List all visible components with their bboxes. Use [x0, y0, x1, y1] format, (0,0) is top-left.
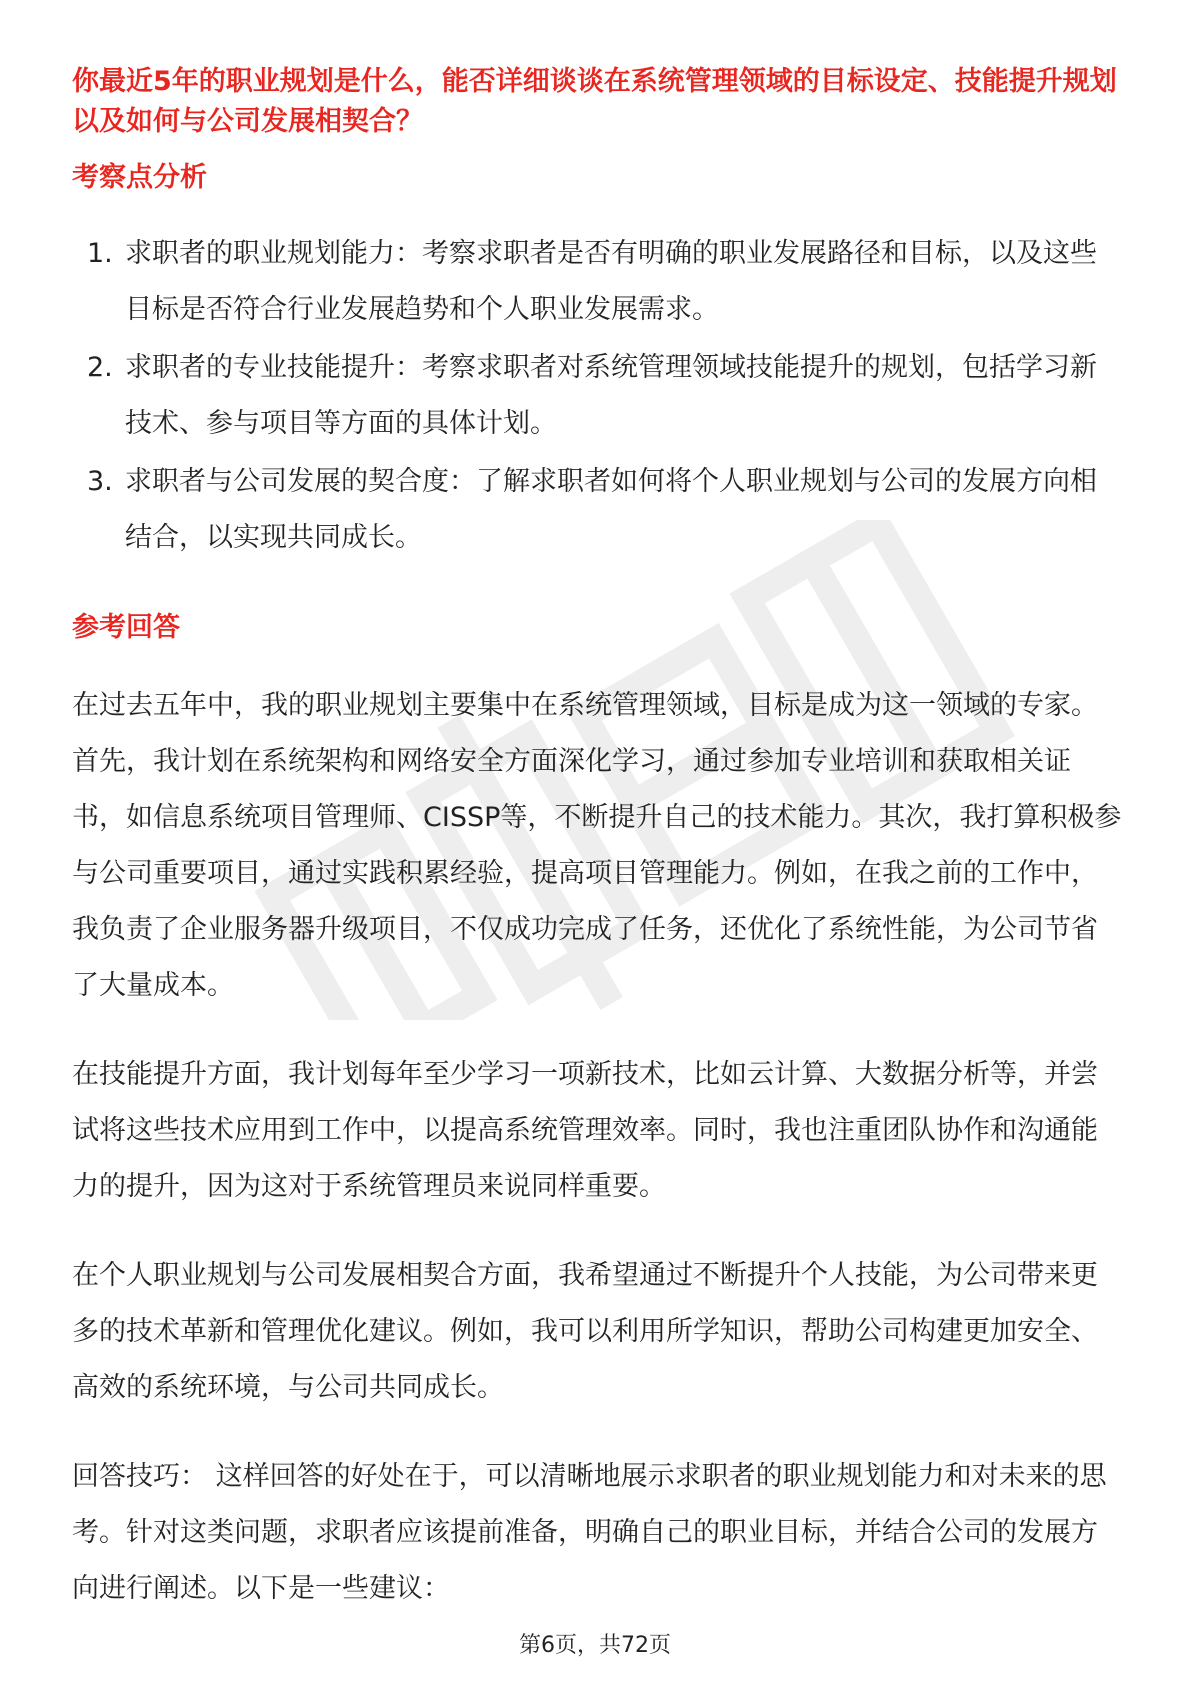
main-content	[72, 62, 1122, 1617]
analysis-list	[72, 226, 1122, 566]
list-item-text: 求职者的专业技能提升：考察求职者对系统管理领域技能提升的规划，包括学习新技术、参与项目等方面的具体计划。	[125, 352, 1097, 439]
list-item-number: 1.	[87, 238, 113, 269]
analysis-section-title: 考察点分析	[72, 162, 207, 193]
answer-paragraph: 在个人职业规划与公司发展相契合方面，我希望通过不断提升个人技能，为公司带来更多的技术革新和管理优化建议。例如，我可以利用所学知识，帮助公司构建更加安全、高效的系统环境，与公司共同成长。	[72, 1260, 1098, 1403]
answer-tips-paragraph: 回答技巧： 这样回答的好处在于，可以清晰地展示求职者的职业规划能力和对未来的思考。针对这类问题，求职者应该提前准备，明确自己的职业目标，并结合公司的发展方向进行阐述。以下是一些建议：	[72, 1461, 1107, 1604]
answer-paragraph: 在技能提升方面，我计划每年至少学习一项新技术，比如云计算、大数据分析等，并尝试将这些技术应用到工作中，以提高系统管理效率。同时，我也注重团队协作和沟通能力的提升，因为这对于系统管理员来说同样重要。	[72, 1059, 1098, 1202]
page-number-footer: 第6页，共72页	[519, 1633, 671, 1658]
list-item-number: 3.	[87, 466, 113, 497]
list-item-text: 求职者的职业规划能力：考察求职者是否有明确的职业发展路径和目标，以及这些目标是否符合行业发展趋势和个人职业发展需求。	[125, 238, 1097, 325]
list-item	[72, 226, 1122, 338]
list-item-text: 求职者与公司发展的契合度：了解求职者如何将个人职业规划与公司的发展方向相结合，以实现共同成长。	[125, 466, 1097, 553]
list-item	[72, 454, 1122, 566]
list-item	[72, 340, 1122, 452]
answer-paragraph: 在过去五年中，我的职业规划主要集中在系统管理领域，目标是成为这一领域的专家。首先，我计划在系统架构和网络安全方面深化学习，通过参加专业培训和获取相关证书，如信息系统项目管理师、CISSP等，不断提升自己的技术能力。其次，我打算积极参与公司重要项目，通过实践积累经验，提高项目管理能力。例如，在我之前的工作中，我负责了企业服务器升级项目，不仅成功完成了任务，还优化了系统性能，为公司节省了大量成本。	[72, 690, 1122, 1001]
list-item-number: 2.	[87, 352, 113, 383]
reference-section-title: 参考回答	[72, 612, 180, 643]
question-heading: 你最近5年的职业规划是什么，能否详细谈谈在系统管理领域的目标设定、技能提升规划以及如何与公司发展相契合？	[72, 66, 1117, 137]
